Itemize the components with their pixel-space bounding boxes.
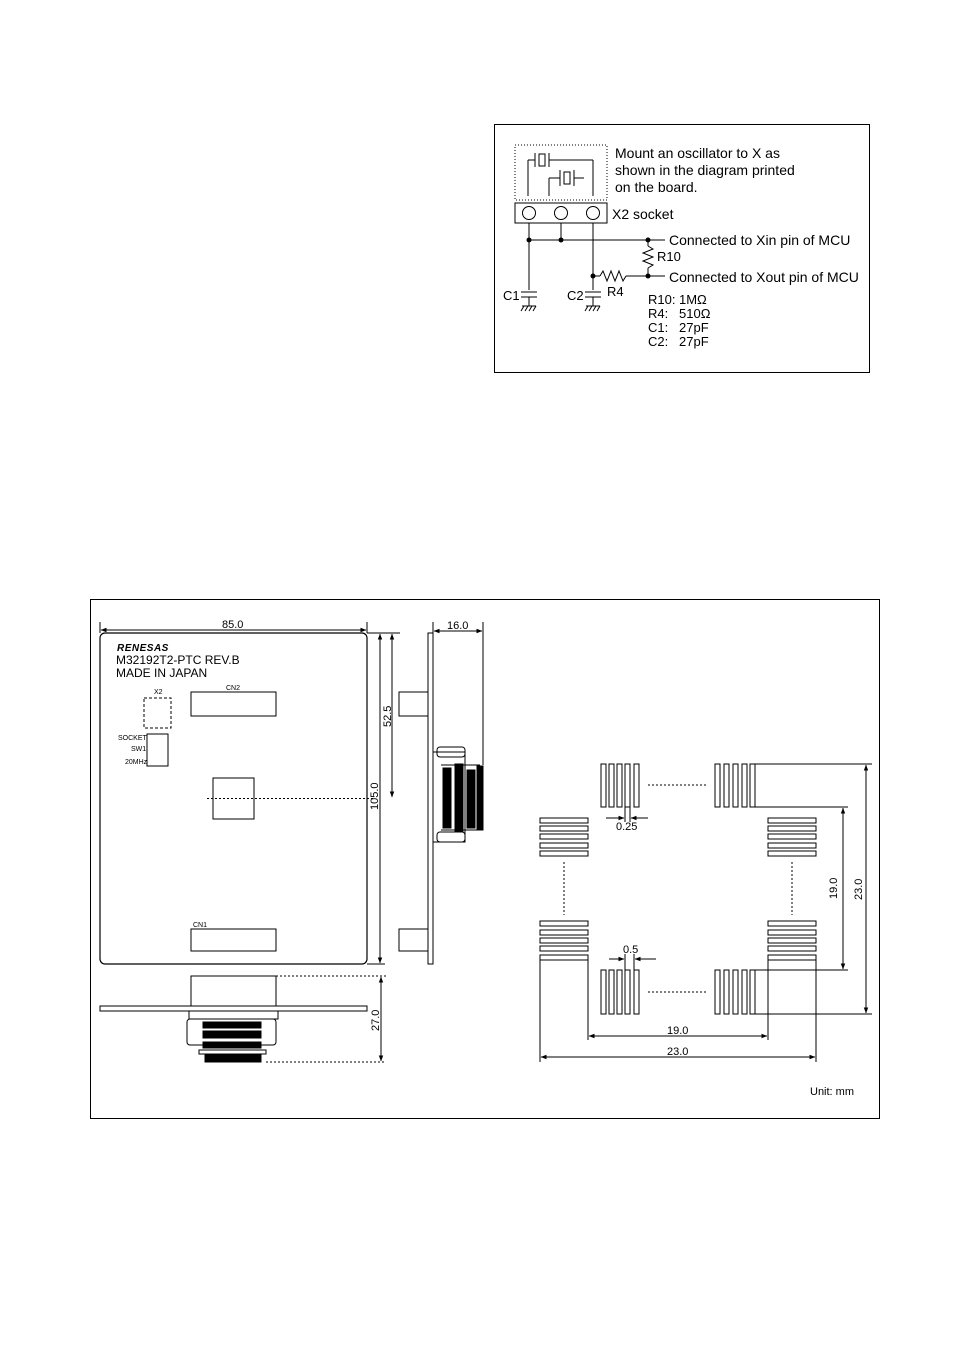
made-in: MADE IN JAPAN bbox=[116, 666, 208, 680]
cn2-silk: CN2 bbox=[226, 685, 241, 692]
board-top-view bbox=[100, 633, 367, 964]
part-value: 1MΩ bbox=[679, 292, 707, 307]
part-name: C2: bbox=[648, 334, 669, 349]
cn1-silk: CN1 bbox=[193, 922, 208, 929]
oscillator-figure bbox=[495, 125, 870, 373]
part-name: R10: bbox=[648, 292, 676, 307]
note-line-3: on the board. bbox=[615, 179, 698, 195]
part-value: 27pF bbox=[679, 320, 709, 335]
board-front-view bbox=[100, 976, 367, 1062]
x2-footprint bbox=[144, 698, 171, 728]
dim-outer-span-h: 23.0 bbox=[667, 1046, 689, 1058]
part-value: 27pF bbox=[679, 334, 709, 349]
c2-label: C2 bbox=[567, 288, 584, 303]
osc-silk: 20MHz bbox=[125, 759, 148, 766]
r4-label: R4 bbox=[607, 284, 624, 299]
part-name: R4: bbox=[648, 306, 669, 321]
xin-label: Connected to Xin pin of MCU bbox=[669, 232, 851, 248]
brand-logo: RENESAS bbox=[117, 643, 169, 654]
dim-inner-span-v: 19.0 bbox=[828, 877, 840, 899]
dimension-figure bbox=[91, 600, 880, 1119]
dim-outer-span-v: 23.0 bbox=[853, 878, 865, 900]
dim-pin-pitch: 0.5 bbox=[623, 944, 639, 956]
socket-silk: SOCKET bbox=[118, 735, 147, 742]
board-model: M32192T2-PTC REV.B bbox=[116, 653, 240, 667]
part-name: C1: bbox=[648, 320, 669, 335]
cn1-connector bbox=[191, 929, 276, 951]
board-side-view bbox=[399, 633, 483, 964]
junction-dot bbox=[646, 274, 651, 279]
footprint-pads bbox=[540, 764, 816, 1014]
junction-dot bbox=[591, 274, 596, 279]
dimension-frame bbox=[91, 600, 880, 1119]
dim-width: 85.0 bbox=[222, 619, 244, 631]
part-value: 510Ω bbox=[679, 306, 711, 321]
xout-label: Connected to Xout pin of MCU bbox=[669, 269, 859, 285]
dim-inner-span-h: 19.0 bbox=[667, 1025, 689, 1037]
socket-pin-1 bbox=[523, 207, 536, 220]
cn2-connector bbox=[191, 692, 276, 716]
dim-depth: 16.0 bbox=[447, 620, 469, 632]
sw1-switch bbox=[147, 734, 168, 766]
junction-dot bbox=[527, 238, 532, 243]
dim-height: 105.0 bbox=[369, 782, 381, 810]
dim-pitch: 0.25 bbox=[616, 821, 638, 833]
junction-dot bbox=[646, 238, 651, 243]
junction-dot bbox=[559, 238, 564, 243]
note-line-2: shown in the diagram printed bbox=[615, 162, 795, 178]
socket-label: X2 socket bbox=[612, 206, 674, 222]
parts-list bbox=[648, 292, 711, 349]
socket-pin-3 bbox=[587, 207, 600, 220]
unit-label: Unit: mm bbox=[810, 1086, 854, 1098]
r10-label: R10 bbox=[657, 249, 681, 264]
note-line-1: Mount an oscillator to X as bbox=[615, 145, 780, 161]
socket-pin-2 bbox=[555, 207, 568, 220]
oscillator-wiring bbox=[521, 223, 665, 311]
crystal-symbol-2 bbox=[549, 170, 584, 196]
dim-bottom-height: 27.0 bbox=[370, 1009, 382, 1031]
c1-label: C1 bbox=[503, 288, 520, 303]
footprint-continuation bbox=[564, 785, 792, 992]
dim-half-height: 52.5 bbox=[382, 705, 394, 727]
x2-silk: X2 bbox=[154, 689, 163, 696]
sw1-silk: SW1 bbox=[131, 746, 147, 753]
